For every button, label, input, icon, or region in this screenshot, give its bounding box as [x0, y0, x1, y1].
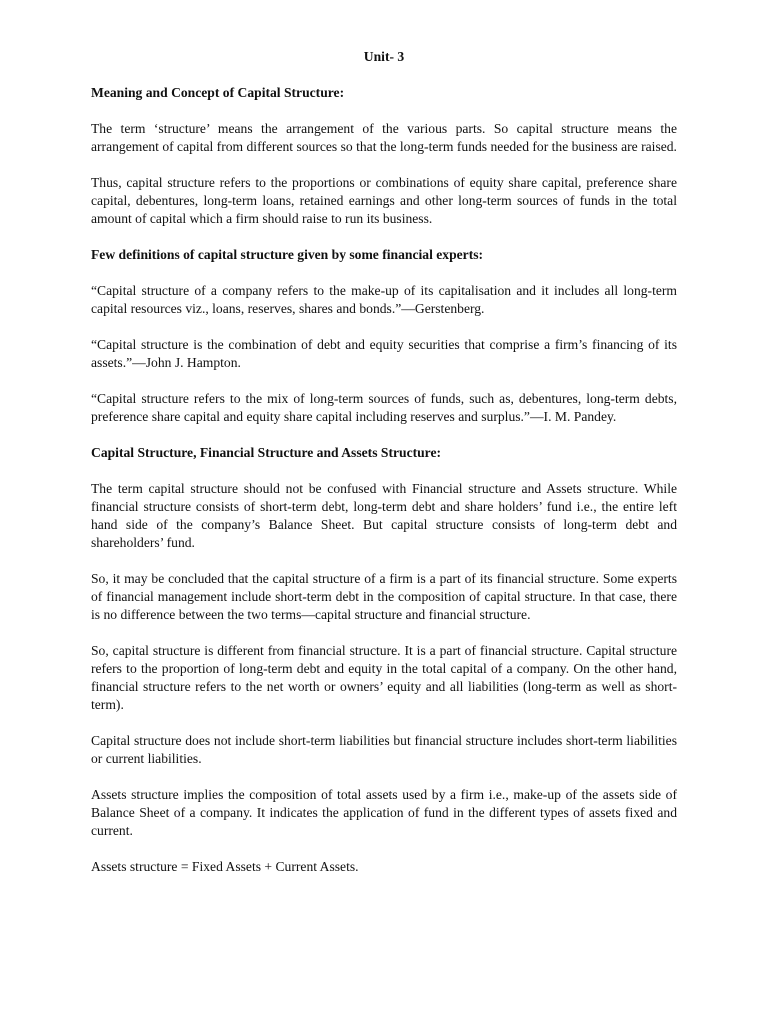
document-page — [91, 48, 677, 894]
comparison-paragraph-1: The term capital structure should not be confused with Financial structure and Assets structure. While financial structure consists of short-term debt, long-term debt and share holders’ fund i.e., the entire left hand side of the company’s Balance Sheet. But capital structure consists of long-term debt and shareholders’ fund. — [91, 481, 677, 550]
definition-pandey: “Capital structure refers to the mix of long-term sources of funds, such as, debentures, long-term debts, preference share capital and equity share capital including reserves and surplus.”—I. M. Pandey. — [91, 391, 677, 424]
definitions-heading: Few definitions of capital structure given by some financial experts: — [91, 247, 484, 262]
comparison-paragraph-2: So, it may be concluded that the capital structure of a firm is a part of its financial structure. Some experts of financial management include short-term debt in the composition of capital structure. In that case, there is no difference between the two terms—capital structure and financial structure. — [91, 571, 677, 622]
meaning-paragraph-2: Thus, capital structure refers to the proportions or combinations of equity share capital, preference share capital, debentures, long-term loans, retained earnings and other long-term sources of funds in the total amount of capital which a firm should raise to run its business. — [91, 175, 677, 226]
comparison-paragraph-4: Capital structure does not include short-term liabilities but financial structure includes short-term liabilities or current liabilities. — [91, 733, 677, 766]
comparison-paragraph-3: So, capital structure is different from financial structure. It is a part of financial structure. Capital structure refers to the proportion of long-term debt and equity in the total capital of a company. On the other hand, financial structure refers to the net worth or owners’ equity and all liabilities (long-term as well as short-term). — [91, 643, 677, 712]
comparison-paragraph-5: Assets structure implies the composition of total assets used by a firm i.e., make-up of the assets side of Balance Sheet of a company. It indicates the application of fund in the different types of assets fixed and current. — [91, 787, 677, 838]
comparison-heading: Capital Structure, Financial Structure and Assets Structure: — [91, 445, 442, 460]
meaning-paragraph-1: The term ‘structure’ means the arrangement of the various parts. So capital structure means the arrangement of capital from different sources so that the long-term funds needed for the business are raised. — [91, 121, 677, 154]
meaning-heading: Meaning and Concept of Capital Structure: — [91, 85, 345, 100]
assets-structure-formula: Assets structure = Fixed Assets + Current Assets. — [91, 859, 359, 874]
definition-hampton: “Capital structure is the combination of debt and equity securities that comprise a firm’s financing of its assets.”—John J. Hampton. — [91, 337, 677, 370]
definition-gerstenberg: “Capital structure of a company refers to the make-up of its capitalisation and it includes all long-term capital resources viz., loans, reserves, shares and bonds.”—Gerstenberg. — [91, 283, 677, 316]
unit-title: Unit- 3 — [363, 49, 405, 64]
